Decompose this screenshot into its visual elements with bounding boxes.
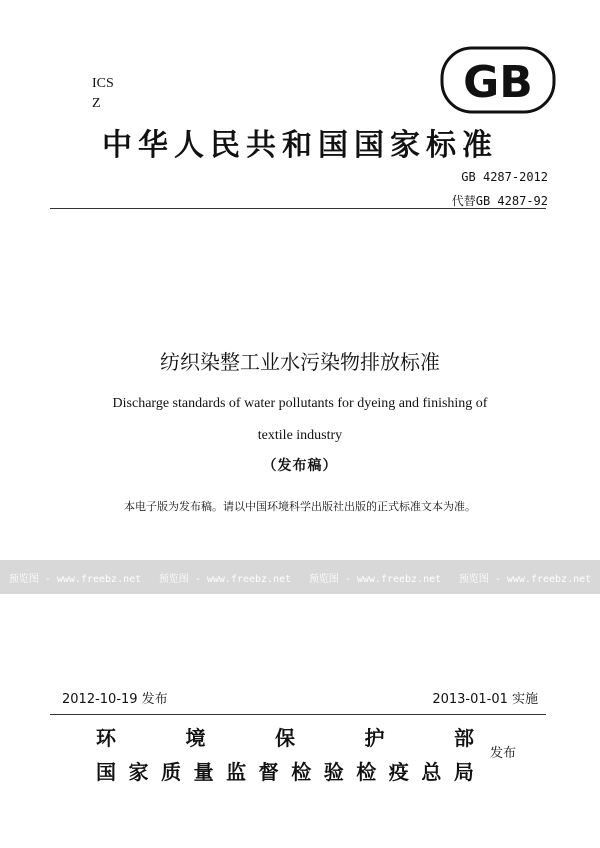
- agency-char: 境: [185, 726, 206, 750]
- replaces-standard: 代替GB 4287-92: [451, 194, 548, 208]
- agency-char: 护: [364, 726, 385, 750]
- agency-char: 量: [193, 760, 214, 784]
- watermark-text: 预览图 - www.freebz.net: [158, 573, 292, 585]
- watermark-text: 预览图 - www.freebz.net: [308, 573, 442, 585]
- agency-char: 检: [356, 760, 377, 784]
- standard-number: GB 4287-2012: [461, 170, 548, 184]
- standard-title-cn: 纺织染整工业水污染物排放标准: [160, 350, 440, 374]
- agency-char: 验: [323, 760, 344, 784]
- agency-char: 国: [96, 760, 116, 784]
- agency-char: 局: [453, 760, 474, 784]
- issuing-agency-aqsiq: [96, 756, 474, 785]
- standard-title-en-line1: Discharge standards of water pollutants for dyeing and finishing of: [112, 396, 488, 411]
- agency-char: 疫: [388, 760, 409, 784]
- agency-char: 总: [421, 760, 442, 784]
- edition-note: 本电子版为发布稿。请以中国环境科学出版社出版的正式标准文本为准。: [124, 500, 476, 513]
- issuing-agency-mep: [96, 722, 474, 751]
- gb-logo-text: GB: [463, 57, 533, 108]
- agency-char: 保: [275, 726, 295, 750]
- document-title: 中华人民共和国国家标准: [102, 128, 498, 163]
- ics-label: ICS: [92, 76, 114, 91]
- watermark-band: [0, 560, 600, 594]
- watermark-text: 预览图 - www.freebz.net: [8, 573, 142, 585]
- agency-char: 部: [454, 726, 474, 750]
- agency-char: 家: [128, 760, 149, 784]
- effective-date: 2013-01-01 实施: [432, 692, 538, 707]
- gb-logo: [440, 46, 556, 114]
- agency-char: 检: [291, 760, 312, 784]
- draft-label: （发布稿）: [262, 458, 338, 474]
- issue-label: 发布: [490, 746, 517, 761]
- agency-char: 环: [96, 726, 116, 750]
- watermark-text: 预览图 - www.freebz.net: [458, 573, 592, 585]
- standard-title-en-line2: textile industry: [257, 428, 343, 443]
- publish-date: 2012-10-19 发布: [62, 692, 168, 707]
- agency-char: 督: [258, 760, 279, 784]
- agency-char: 监: [226, 760, 247, 784]
- header-divider: [50, 208, 546, 209]
- category-code: Z: [92, 96, 101, 111]
- agency-char: 质: [161, 760, 182, 784]
- footer-divider: [50, 714, 546, 715]
